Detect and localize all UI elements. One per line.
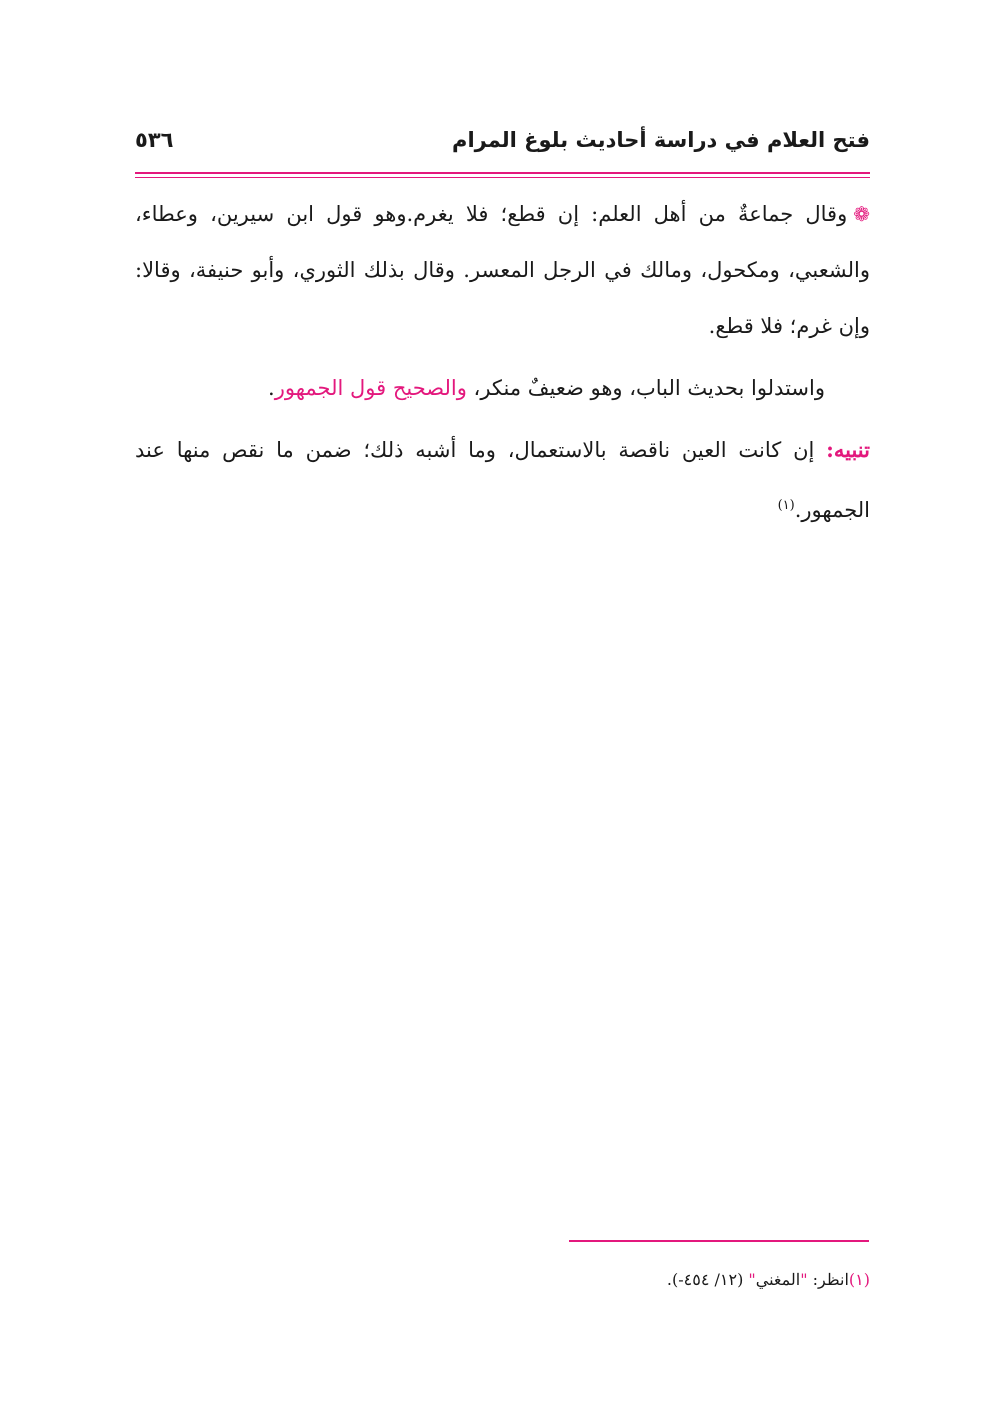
header-rule-thin <box>135 177 870 178</box>
page-number: ٥٣٦ <box>135 128 174 152</box>
highlighted-phrase: والصحيح قول الجمهور <box>274 376 467 400</box>
quote-close: " <box>748 1270 756 1289</box>
page-header <box>135 128 870 166</box>
paragraph-2-text: واستدلوا بحديث الباب، وهو ضعيفٌ منكر، <box>466 376 825 400</box>
main-text <box>135 186 870 538</box>
paragraph-2-end: . <box>268 376 275 400</box>
footnote-ref: (١٢/ ٤٥٤-). <box>666 1270 749 1289</box>
footnote-book: المغني <box>755 1270 801 1289</box>
footnote-marker: (١) <box>777 498 795 513</box>
footnote-number: (١) <box>848 1270 870 1289</box>
header-rule-thick <box>135 172 870 174</box>
paragraph-1 <box>135 186 870 354</box>
paragraph-2 <box>135 360 870 416</box>
note-text: إن كانت العين ناقصة بالاستعمال، وما أشبه ذلك؛ ضمن ما نقص منها عند الجمهور. <box>135 438 870 522</box>
footnote-separator <box>569 1240 869 1242</box>
footnote <box>435 1270 870 1289</box>
footnote-text: انظر: <box>807 1270 849 1289</box>
paragraph-1-text: وقال جماعةٌ من أهل العلم: إن قطع؛ فلا يغرم.وهو قول ابن سيرين، وعطاء، والشعبي، ومكحول، ومالك في الرجل المعسر. وقال بذلك الثوري، وأبو حنيفة، وقالا: وإن غرم؛ فلا قطع. <box>135 202 870 338</box>
running-title: فتح العلام في دراسة أحاديث بلوغ المرام <box>452 128 870 152</box>
quote-open: " <box>800 1270 808 1289</box>
flower-icon: ❁ <box>853 202 870 226</box>
note-paragraph <box>135 422 870 538</box>
note-label: تنبيه: <box>826 437 870 462</box>
